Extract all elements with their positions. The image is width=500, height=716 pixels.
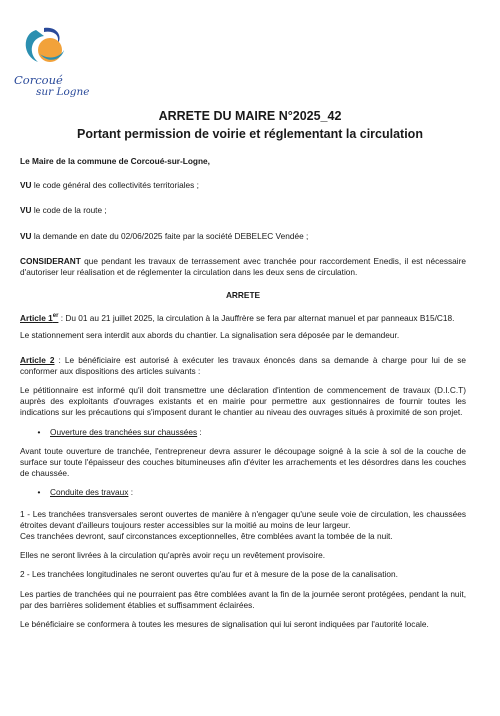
conduite-paragraph-1b: Ces tranchées devront, sauf circonstances exceptionnelles, être comblées avant la tombée de la nuit. (20, 531, 393, 542)
bullet-icon: • (37, 487, 41, 498)
bullet-icon: • (37, 426, 41, 437)
section-ouverture-heading: • Ouverture des tranchées sur chaussées : (20, 427, 466, 438)
article-2-text: : Le bénéficiaire est autorisé à exécuter les travaux énoncés dans sa demande à charge pour lui de se conformer aux dispositions des articles suivants : (20, 354, 466, 376)
vu-label: VU (20, 230, 32, 241)
document-body (20, 150, 466, 630)
commune-logo (14, 24, 94, 108)
vu-label: VU (20, 205, 32, 216)
vu-paragraph-3 (20, 231, 466, 242)
vu-text: la demande en date du 02/06/2025 faite par la société DEBELEC Vendée ; (31, 230, 309, 241)
vu-paragraph-2 (20, 205, 466, 216)
logo-name-line2: sur Logne (36, 86, 90, 98)
considerant-paragraph (20, 256, 466, 278)
article-1-label: Article 1er (20, 313, 59, 324)
vu-text: le code général des collectivités territoriales ; (31, 180, 199, 191)
logo-name-line1: Corcoué (14, 73, 63, 87)
article-1-text-2: Le stationnement sera interdit aux abords du chantier. La signalisation sera déposée par le demandeur. (20, 330, 400, 341)
section-conduite-heading: • Conduite des travaux : (20, 487, 466, 498)
article-2-paragraph (20, 355, 466, 377)
conduite-paragraph-1: 1 - Les tranchées transversales seront ouvertes de manière à n'engager qu'une seule voie de circulation, les chaussées étroites devant d'ailleurs toujours rester accessibles sur la moitié au moins de leur largeur. (20, 508, 466, 530)
vu-label: VU (20, 180, 32, 191)
conduite-paragraph-2: Elles ne seront livrées à la circulation qu'après avoir reçu un revêtement provisoire. (20, 550, 326, 561)
ouverture-paragraph: Avant toute ouverture de tranchée, l'entrepreneur devra assurer le découpage soigné à la scie à sol de la couche de surface sur toute l'épaisseur des couches bitumineuses afin d'éviter les arrachements et les désordres dans les couches de chaussée. (20, 445, 466, 479)
mayor-line: Le Maire de la commune de Corcoué-sur-Logne, (20, 156, 210, 166)
vu-paragraph-1 (20, 180, 466, 191)
conduite-paragraph-3: 2 - Les tranchées longitudinales ne seront ouvertes qu'au fur et à mesure de la pose de la canalisation. (20, 569, 398, 580)
article-1-text: : Du 01 au 21 juillet 2025, la circulation à la Jauffrère se fera par alternat manuel et par panneaux B15/C18. (58, 313, 455, 324)
article-2-label: Article 2 (20, 354, 55, 365)
arrete-heading: ARRETE (225, 290, 261, 301)
conduite-paragraph-5: Le bénéficiaire se conformera à toutes les mesures de signalisation qui lui seront indiquées par l'autorité locale. (20, 619, 429, 630)
petitionnaire-paragraph: Le pétitionnaire est informé qu'il doit transmettre une déclaration d'intention de commencement de travaux (D.I.C.T) auprès des exploitants d'ouvrages existants et en mairie pour permettre aux gestionnaires de fournir toutes les indications sur les précautions qui s'imposent durant le chantier au niveau des ouvrages situés à proximité de son projet. (20, 385, 466, 418)
considerant-text: que pendant les travaux de terrassement avec tranchée pour raccordement Enedis, il est nécessaire d'autoriser leur réalisation et de réglementer la circulation dans les deux sens de circulation. (20, 255, 466, 278)
vu-text: le code de la route ; (31, 205, 107, 216)
article-1-paragraph (20, 311, 466, 324)
conduite-paragraph-4: Les parties de tranchées qui ne pourraient pas être comblées avant la fin de la journée seront protégées, pendant la nuit, par des barrières solidement établies et suffisamment éclairées. (20, 588, 466, 610)
section-heading-text: Ouverture des tranchées sur chaussées (50, 426, 198, 437)
arrete-subtitle: Portant permission de voirie et réglementant la circulation (77, 127, 423, 141)
considerant-label: CONSIDERANT (20, 255, 81, 266)
section-heading-text: Conduite des travaux (50, 487, 129, 498)
document-title (0, 108, 500, 142)
arrete-number-title: ARRETE DU MAIRE N°2025_42 (158, 109, 342, 123)
